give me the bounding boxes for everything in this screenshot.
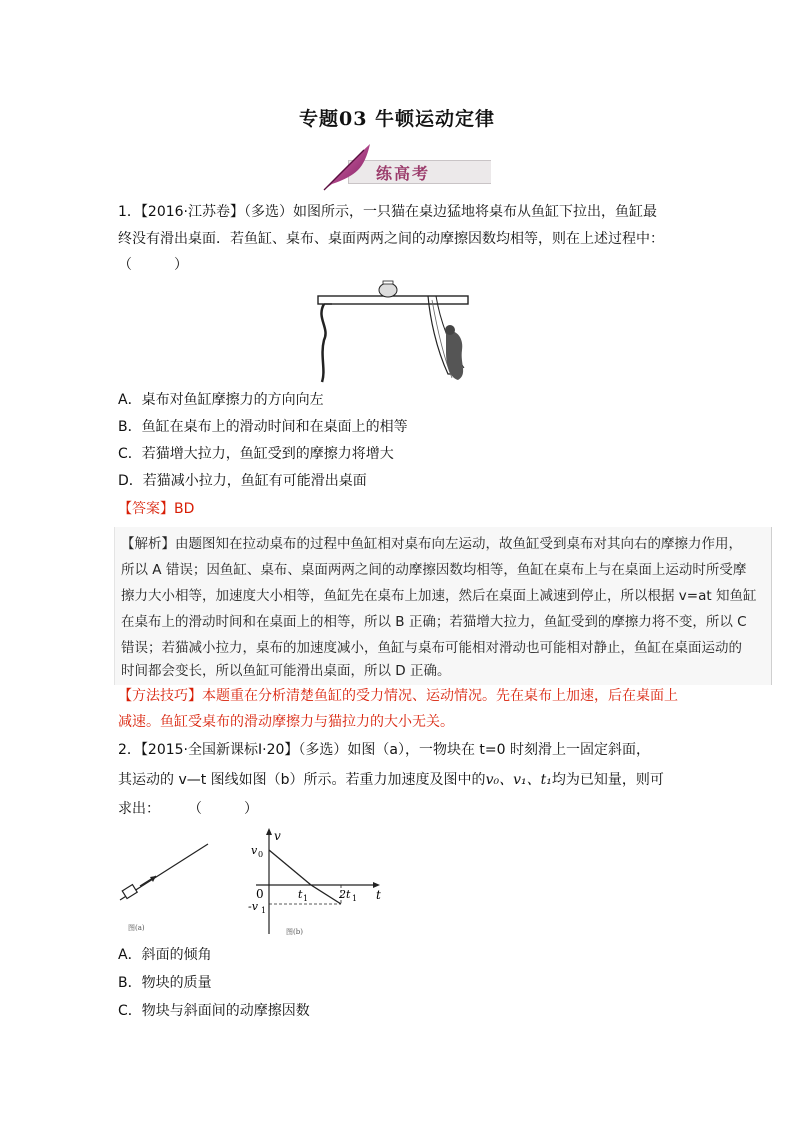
fig-a-caption: 图(a) — [128, 924, 145, 932]
q2-figure-a-incline — [116, 836, 226, 936]
two-t1-subscript: 1 — [352, 894, 358, 903]
q2-stem-line2-end: 均为已知量，则可 — [551, 772, 664, 788]
two-t1-label: 2t — [339, 888, 351, 901]
t1-subscript: 1 — [303, 894, 309, 903]
q2-option-b: B．物块的质量 — [118, 975, 212, 991]
q1-illustration-cat-table — [312, 278, 472, 390]
q1-analysis-box — [114, 527, 772, 685]
neg-v1-label: -v — [248, 900, 258, 913]
v-axis-label: v — [274, 829, 281, 843]
feather-icon — [318, 140, 378, 192]
page-title: 专题03 牛顿运动定律 — [298, 108, 496, 130]
q1-option-b: B．鱼缸在桌布上的滑动时间和在桌面上的相等 — [118, 419, 408, 435]
q2-option-c: C．物块与斜面间的动摩擦因数 — [118, 1003, 310, 1019]
section-banner — [318, 140, 494, 192]
q1-stem-line1: 1．【2016·江苏卷】（多选）如图所示，一只猫在桌边猛地将桌布从鱼缸下拉出，鱼缸最 — [118, 204, 657, 220]
analysis-line-2: 所以 A 错误；因鱼缸、桌布、桌面两两之间的动摩擦因数均相等，鱼缸在桌布上与在桌面上运动时所受摩 — [121, 562, 747, 578]
q1-answer: 【答案】BD — [118, 501, 195, 517]
q1-method-line2: 减速。鱼缸受桌布的滑动摩擦力与猫拉力的大小无关。 — [118, 714, 454, 730]
banner-label: 练高考 — [376, 164, 431, 183]
q1-option-d: D．若猫减小拉力，鱼缸有可能滑出桌面 — [118, 473, 367, 489]
analysis-line-4: 在桌布上的滑动时间和在桌面上的相等，所以 B 正确；若猫增大拉力，鱼缸受到的摩擦力将不变，所以 C — [121, 614, 747, 630]
fig-b-caption: 图(b) — [286, 928, 303, 936]
q2-known-vars: v₀、v₁、t₁ — [485, 772, 552, 788]
q2-stem-line3: 求出： （ ） — [118, 801, 258, 817]
origin-label: 0 — [256, 887, 264, 901]
q1-option-c: C．若猫增大拉力，鱼缸受到的摩擦力将增大 — [118, 446, 394, 462]
t1-label: t — [298, 888, 303, 901]
neg-v1-subscript: 1 — [261, 906, 267, 915]
q1-stem-line2: 终没有滑出桌面．若鱼缸、桌布、桌面两两之间的动摩擦因数均相等，则在上述过程中： — [118, 231, 664, 247]
q1-answer-blank: （ ） — [118, 257, 188, 273]
q2-figure-b-vt-graph — [246, 826, 386, 938]
analysis-line-6: 时间都会变长，所以鱼缸可能滑出桌面，所以 D 正确。 — [121, 663, 451, 679]
v0-subscript: 0 — [258, 850, 264, 859]
t-axis-label: t — [376, 888, 381, 902]
q2-stem-line1: 2．【2015·全国新课标Ⅰ·20】（多选）如图（a），一物块在 t=0 时刻滑上一固定斜面， — [118, 742, 650, 758]
v0-label: v — [251, 844, 258, 857]
analysis-line-1: 【解析】由题图知在拉动桌布的过程中鱼缸相对桌布向左运动，故鱼缸受到桌布对其向右的摩擦力作用， — [121, 536, 742, 552]
q1-method-line1: 【方法技巧】本题重在分析清楚鱼缸的受力情况、运动情况。先在桌布上加速，后在桌面上 — [118, 688, 678, 704]
q2-option-a: A．斜面的倾角 — [118, 947, 212, 963]
analysis-line-3: 擦力大小相等，加速度大小相等，鱼缸先在桌布上加速，然后在桌面上减速到停止，所以根据 v=at 知鱼缸 — [121, 588, 757, 604]
q2-stem-line2 — [118, 767, 664, 794]
q1-option-a: A．桌布对鱼缸摩擦力的方向向左 — [118, 392, 324, 408]
analysis-line-5: 错误；若猫减小拉力，桌布的加速度减小，鱼缸与桌布可能相对滑动也可能相对静止，鱼缸在桌面运动的 — [121, 640, 742, 656]
q2-stem-line2-start: 其运动的 v—t 图线如图（b）所示。若重力加速度及图中的 — [118, 772, 486, 788]
